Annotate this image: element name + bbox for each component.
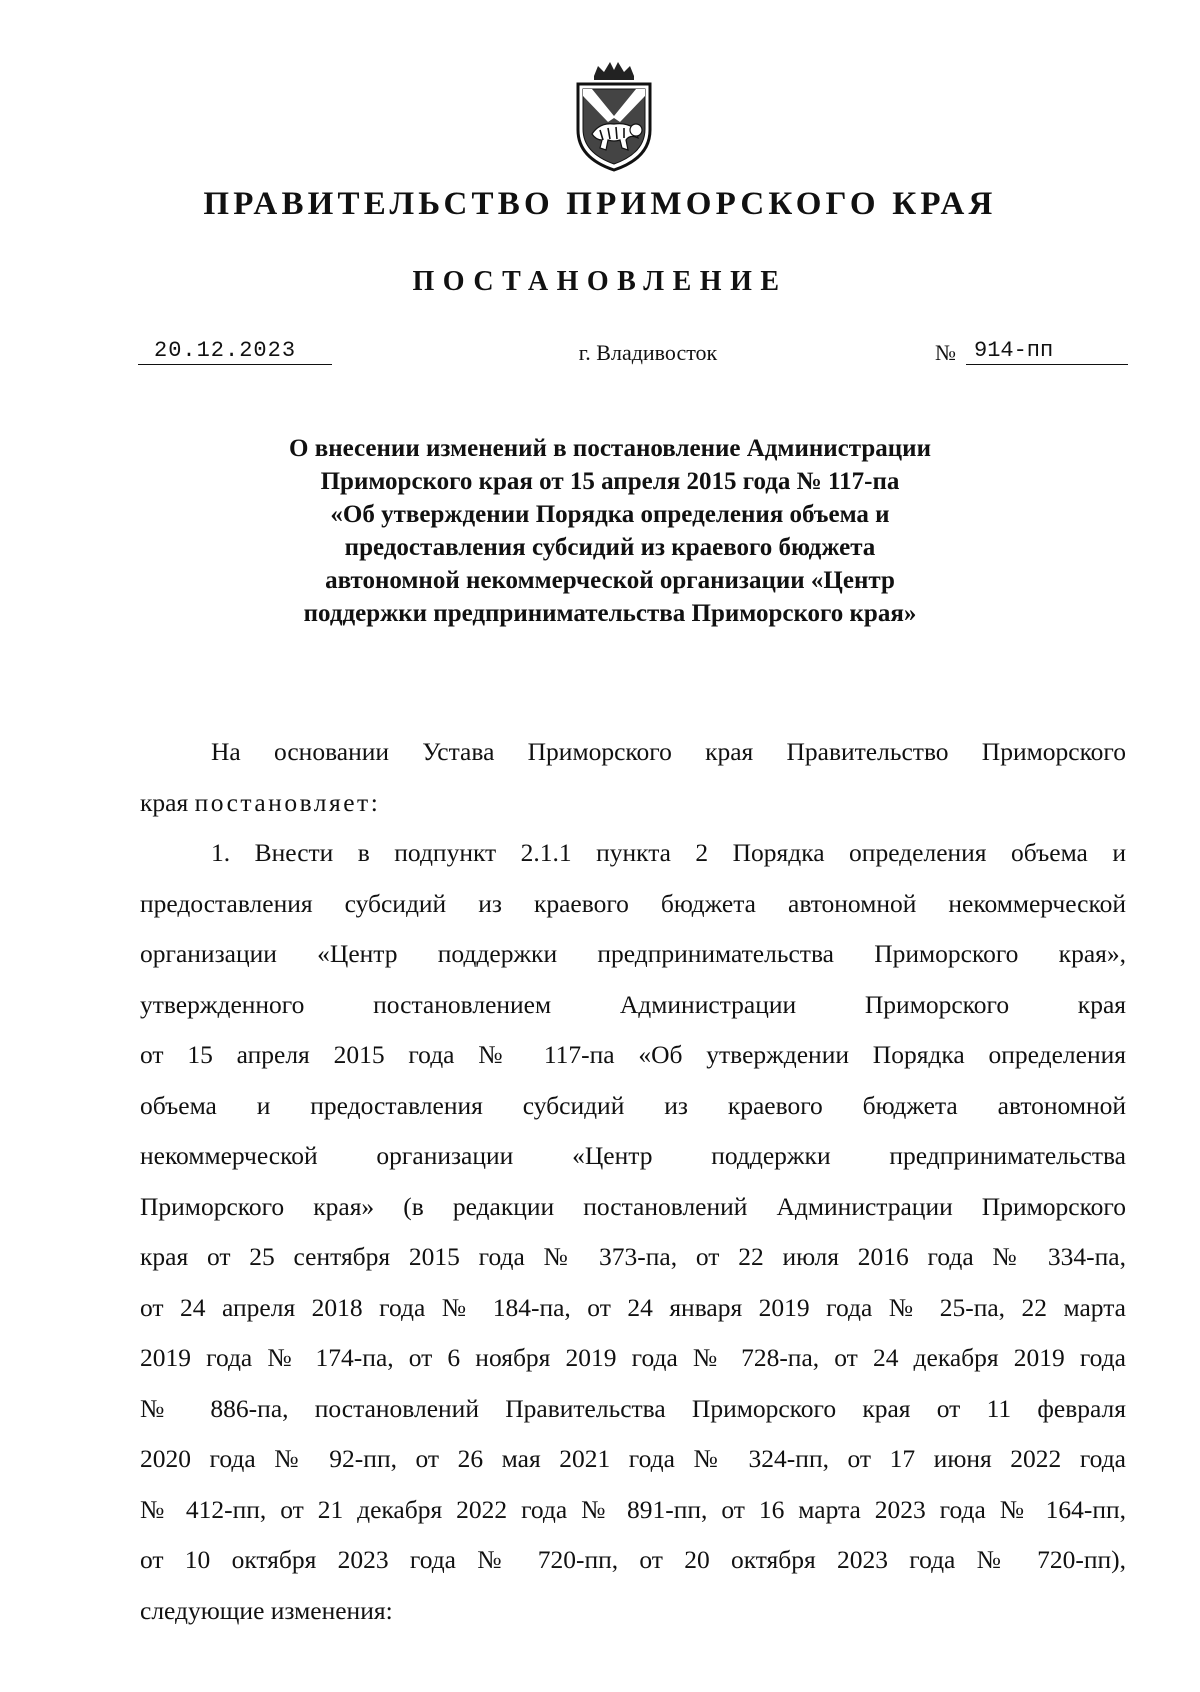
document-city: г. Владивосток (578, 340, 718, 365)
document-type-heading: ПОСТАНОВЛЕНИЕ (412, 266, 788, 297)
body-line: от 15 апреля 2015 года № 117-па «Об утверждении Порядка определения (140, 1040, 1126, 1069)
subject-line: Приморского края от 15 апреля 2015 года № 117-па (320, 468, 900, 495)
body-line: 1. Внести в подпункт 2.1.1 пункта 2 Порядка определения объема и (211, 838, 1126, 867)
document-date: 20.12.2023 (138, 338, 332, 365)
subject-line: «Об утверждении Порядка определения объема и (330, 501, 890, 528)
body-line (140, 778, 1126, 829)
subject-line: предоставления субсидий из краевого бюджета (344, 534, 876, 561)
body-line: № 412-пп, от 21 декабря 2022 года № 891-пп, от 16 марта 2023 года № 164-пп, (140, 1494, 1126, 1524)
body-line: некоммерческой организации «Центр поддержки предпринимательства (140, 1141, 1126, 1170)
body-line: от 24 апреля 2018 года № 184-па, от 24 января 2019 года № 25-па, 22 марта (140, 1292, 1126, 1322)
document-meta-row (138, 338, 1128, 374)
subject-line: автономной некоммерческой организации «Центр (325, 567, 895, 594)
body-line: утвержденного постановлением Администрации Приморского края (140, 989, 1126, 1019)
body-text-spaced: постановляет: (194, 787, 381, 817)
subject-line: поддержки предпринимательства Приморского края» (303, 600, 917, 627)
body-line: № 886-па, постановлений Правительства Приморского края от 11 февраля (140, 1393, 1126, 1423)
body-line: 2019 года № 174-па, от 6 ноября 2019 года № 728-па, от 24 декабря 2019 года (140, 1343, 1126, 1372)
body-line: края от 25 сентября 2015 года № 373-па, от 22 июля 2016 года № 334-па, (140, 1242, 1126, 1271)
document-number: 914-пп (966, 338, 1128, 365)
document-body (140, 727, 1126, 1636)
body-line: организации «Центр поддержки предпринимательства Приморского края», (140, 939, 1126, 968)
body-text: края (140, 787, 195, 817)
body-line: от 10 октября 2023 года № 720-пп, от 20 октября 2023 года № 720-пп), (140, 1545, 1126, 1574)
document-subject (160, 432, 1060, 630)
body-line: На основании Устава Приморского края Правительство Приморского (211, 737, 1126, 766)
body-line: объема и предоставления субсидий из краевого бюджета автономной (140, 1090, 1126, 1120)
body-line: Приморского края» (в редакции постановлений Администрации Приморского (140, 1191, 1126, 1221)
coat-of-arms-icon (570, 60, 658, 174)
government-title: ПРАВИТЕЛЬСТВО ПРИМОРСКОГО КРАЯ (203, 186, 997, 222)
body-line: следующие изменения: (140, 1595, 393, 1625)
body-line: предоставления субсидий из краевого бюджета автономной некоммерческой (140, 888, 1126, 918)
document-number-label: № (935, 340, 956, 365)
body-line: 2020 года № 92-пп, от 26 мая 2021 года № 324-пп, от 17 июня 2022 года (140, 1444, 1126, 1473)
subject-line: О внесении изменений в постановление Администрации (289, 435, 931, 462)
